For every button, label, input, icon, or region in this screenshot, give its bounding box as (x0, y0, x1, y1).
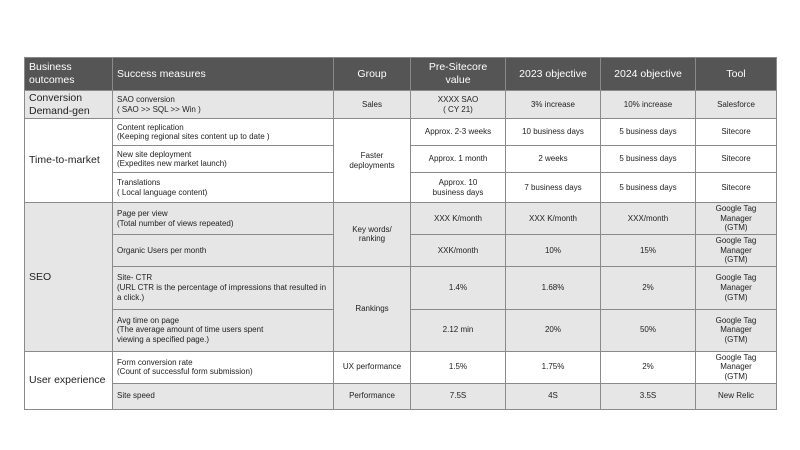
tool-cell: Sitecore (696, 119, 777, 146)
measure-title: Page per view (117, 208, 168, 218)
measure-cell (113, 91, 334, 119)
obj-2024: 15% (601, 234, 696, 266)
tool-cell: Google Tag Manager (GTM) (696, 351, 777, 383)
obj-2024: 3.5S (601, 383, 696, 409)
outcome-ux: User experience (25, 351, 113, 409)
group-perf: Performance (334, 383, 411, 409)
obj-2023: 2 weeks (506, 146, 601, 173)
obj-2024: 2% (601, 266, 696, 309)
obj-2024: 5 business days (601, 119, 696, 146)
pre-value: 1.5% (411, 351, 506, 383)
measure-cell (113, 309, 334, 351)
tool-cell: Google Tag Manager (GTM) (696, 203, 777, 235)
measure-sub: (Expedites new market launch) (117, 159, 227, 169)
table-row (25, 91, 777, 119)
tool-cell: Sitecore (696, 173, 777, 203)
obj-2023: 20% (506, 309, 601, 351)
measure-sub: (Keeping regional sites content up to date ) (117, 132, 270, 142)
measure-cell (113, 383, 334, 409)
table-row (25, 266, 777, 309)
measure-title: Site speed (117, 391, 155, 401)
measure-cell (113, 266, 334, 309)
measure-sub: (Count of successful form submission) (117, 367, 253, 377)
obj-2024: 50% (601, 309, 696, 351)
objectives-table (24, 57, 777, 410)
table-row (25, 351, 777, 383)
obj-2023: 1.75% (506, 351, 601, 383)
table-row (25, 383, 777, 409)
obj-2023: 7 business days (506, 173, 601, 203)
group-rankings: Rankings (334, 266, 411, 351)
measure-title: Avg time on page (117, 315, 180, 325)
measure-cell (113, 119, 334, 146)
obj-2023: 10% (506, 234, 601, 266)
col-header-2024: 2024 objective (601, 58, 696, 91)
obj-2024: 5 business days (601, 146, 696, 173)
measure-sub: (URL CTR is the percentage of impressions that resulted in a click.) (117, 282, 327, 302)
group-faster: Faster deployments (334, 119, 411, 203)
measure-sub: (The average amount of time users spent viewing a specified page.) (117, 325, 264, 345)
measure-sub: (Total number of views repeated) (117, 218, 234, 228)
pre-value: Approx. 2-3 weeks (411, 119, 506, 146)
outcome-ttm: Time-to-market (25, 119, 113, 203)
measure-sub: ( SAO >> SQL >> Win ) (117, 104, 201, 114)
col-header-pre: Pre-Sitecore value (411, 58, 506, 91)
col-header-outcomes: Business outcomes (25, 58, 113, 91)
outcome-conversion: Conversion Demand-gen (25, 91, 113, 119)
measure-title: Translations (117, 178, 161, 188)
pre-value: XXK/month (411, 234, 506, 266)
measure-title: Site- CTR (117, 273, 153, 283)
header-row (25, 58, 777, 91)
pre-value: XXX K/month (411, 203, 506, 235)
group-sales: Sales (334, 91, 411, 119)
obj-2024: XXX/month (601, 203, 696, 235)
obj-2023: XXX K/month (506, 203, 601, 235)
measure-sub: ( Local language content) (117, 187, 208, 197)
measure-cell (113, 146, 334, 173)
measure-cell (113, 351, 334, 383)
col-header-measures: Success measures (113, 58, 334, 91)
col-header-2023: 2023 objective (506, 58, 601, 91)
col-header-tool: Tool (696, 58, 777, 91)
table-row (25, 119, 777, 146)
obj-2024: 2% (601, 351, 696, 383)
measure-title: New site deployment (117, 149, 192, 159)
measure-title: SAO conversion (117, 95, 175, 104)
tool-cell: Sitecore (696, 146, 777, 173)
tool-cell: Google Tag Manager (GTM) (696, 234, 777, 266)
measure-title: Form conversion rate (117, 357, 193, 367)
obj-2023: 1.68% (506, 266, 601, 309)
tool-cell: Google Tag Manager (GTM) (696, 266, 777, 309)
tool-cell: Google Tag Manager (GTM) (696, 309, 777, 351)
obj-2023: 3% increase (506, 91, 601, 119)
obj-2023: 10 business days (506, 119, 601, 146)
pre-value: Approx. 10 business days (411, 173, 506, 203)
group-uxperf: UX performance (334, 351, 411, 383)
measure-cell (113, 173, 334, 203)
tool-cell: New Relic (696, 383, 777, 409)
obj-2024: 5 business days (601, 173, 696, 203)
col-header-group: Group (334, 58, 411, 91)
pre-value: Approx. 1 month (411, 146, 506, 173)
obj-2023: 4S (506, 383, 601, 409)
measure-cell (113, 203, 334, 235)
measure-title: Content replication (117, 122, 184, 132)
pre-value: XXXX SAO ( CY 21) (411, 91, 506, 119)
pre-value: 7.5S (411, 383, 506, 409)
obj-2024: 10% increase (601, 91, 696, 119)
pre-value: 2.12 min (411, 309, 506, 351)
table-row (25, 203, 777, 235)
measure-cell (113, 234, 334, 266)
outcome-seo: SEO (25, 203, 113, 352)
pre-value: 1.4% (411, 266, 506, 309)
group-keywords: Key words/ ranking (334, 203, 411, 267)
measure-title: Organic Users per month (117, 245, 207, 255)
tool-cell: Salesforce (696, 91, 777, 119)
